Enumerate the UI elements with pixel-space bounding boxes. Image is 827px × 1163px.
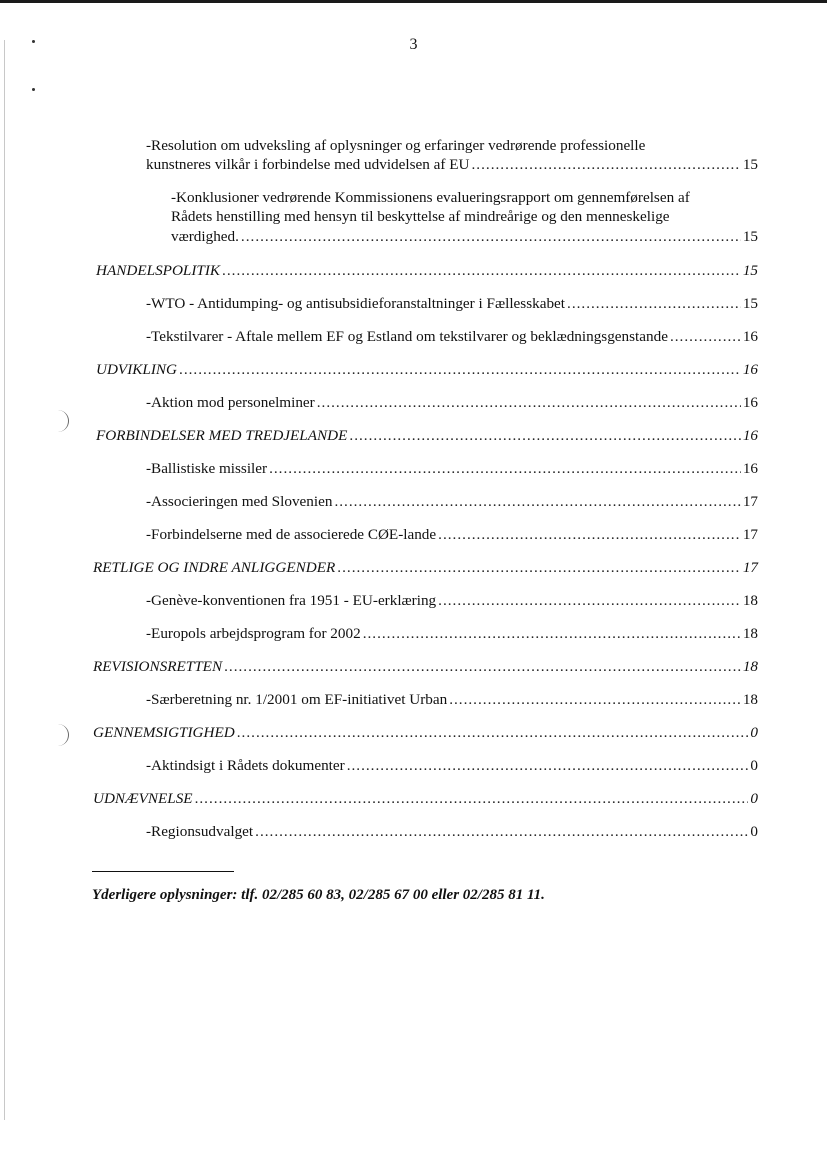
dot-leader bbox=[241, 227, 741, 247]
toc-entry[interactable] bbox=[146, 492, 758, 512]
toc-section-handelspolitik[interactable] bbox=[96, 261, 758, 281]
toc-page-number: 16 bbox=[742, 394, 758, 411]
toc-entry[interactable] bbox=[146, 690, 758, 710]
toc-entry[interactable] bbox=[146, 624, 758, 644]
toc-entry-resolution-line1: -Resolution om udveksling af oplysninger og erfaringer vedrørende professionelle bbox=[146, 137, 646, 154]
toc-entry-label: -Associeringen med Slovenien bbox=[146, 493, 333, 510]
toc-page-number: 15 bbox=[742, 228, 758, 245]
toc-section-title: UDNÆVNELSE bbox=[93, 790, 193, 807]
toc-section-title: FORBINDELSER MED TREDJELANDE bbox=[96, 427, 348, 444]
toc-section-title: GENNEMSIGTIGHED bbox=[93, 724, 235, 741]
toc-entry-label: -Forbindelserne med de associerede CØE-lande bbox=[146, 526, 437, 543]
toc-entry[interactable] bbox=[146, 459, 758, 479]
dot-leader bbox=[334, 492, 740, 512]
dot-leader bbox=[222, 261, 741, 281]
dot-leader bbox=[347, 756, 749, 776]
toc-page-number: 17 bbox=[742, 559, 758, 576]
dot-leader bbox=[224, 657, 741, 677]
toc-page-number: 0 bbox=[750, 790, 758, 807]
toc-page-number: 0 bbox=[750, 757, 758, 774]
toc-entry-konklusioner-line2: Rådets henstilling med hensyn til beskyttelse af mindreårige og den menneskelige bbox=[171, 208, 670, 225]
toc-page-number: 18 bbox=[742, 625, 758, 642]
toc-page-number: 15 bbox=[742, 295, 758, 312]
footnote-contact-info: Yderligere oplysninger: tlf. 02/285 60 83, 02/285 67 00 eller 02/285 81 11. bbox=[92, 887, 545, 903]
toc-entry-konklusioner-line1: -Konklusioner vedrørende Kommissionens evalueringsrapport om gennemførelsen af bbox=[171, 189, 690, 206]
toc-entry[interactable] bbox=[146, 525, 758, 545]
toc-entry-label: -Aktion mod personelminer bbox=[146, 394, 315, 411]
toc-section-retlige[interactable] bbox=[93, 558, 758, 578]
dot-leader bbox=[317, 393, 741, 413]
toc-entry[interactable] bbox=[146, 294, 758, 314]
toc-entry-label: -WTO - Antidumping- og antisubsidieforanstaltninger i Fællesskabet bbox=[146, 295, 566, 312]
toc-page-number: 16 bbox=[742, 427, 758, 444]
toc-entry-label: kunstneres vilkår i forbindelse med udvidelsen af EU bbox=[146, 156, 470, 173]
toc-entry-label: -Genève-konventionen fra 1951 - EU-erklæring bbox=[146, 592, 437, 609]
toc-page-number: 16 bbox=[742, 460, 758, 477]
dot-leader bbox=[195, 789, 749, 809]
toc-section-title: UDVIKLING bbox=[96, 361, 178, 378]
toc-entry-label: -Tekstilvarer - Aftale mellem EF og Estland om tekstilvarer og beklædningsgenstande bbox=[146, 328, 668, 345]
scan-edge-line bbox=[4, 40, 5, 1120]
dot-leader bbox=[349, 426, 740, 446]
toc-entry-label: -Regionsudvalget bbox=[146, 823, 254, 840]
toc-entry-label: -Ballistiske missiler bbox=[146, 460, 268, 477]
page-number: 3 bbox=[409, 36, 418, 53]
toc-entry[interactable] bbox=[146, 756, 758, 776]
toc-page-number: 18 bbox=[742, 658, 758, 675]
punch-hole-mark bbox=[56, 410, 69, 432]
footnote-separator bbox=[92, 871, 234, 872]
toc-section-udvikling[interactable] bbox=[96, 360, 758, 380]
dot-leader bbox=[237, 723, 749, 743]
dot-leader bbox=[255, 822, 748, 842]
dot-leader bbox=[337, 558, 741, 578]
toc-page-number: 17 bbox=[742, 526, 758, 543]
scan-speck bbox=[32, 88, 35, 91]
dot-leader bbox=[567, 294, 741, 314]
toc-entry-label: -Særberetning nr. 1/2001 om EF-initiativet Urban bbox=[146, 691, 448, 708]
toc-section-title: RETLIGE OG INDRE ANLIGGENDER bbox=[93, 559, 336, 576]
toc-section-revisionsretten[interactable] bbox=[93, 657, 758, 677]
dot-leader bbox=[363, 624, 741, 644]
toc-section-title: REVISIONSRETTEN bbox=[93, 658, 223, 675]
toc-entry[interactable] bbox=[146, 591, 758, 611]
toc-entry-konklusioner[interactable] bbox=[171, 227, 758, 247]
dot-leader bbox=[670, 327, 741, 347]
toc-entry[interactable] bbox=[146, 822, 758, 842]
punch-hole-mark bbox=[56, 724, 69, 746]
toc-page-number: 15 bbox=[742, 262, 758, 279]
toc-page-number: 18 bbox=[742, 592, 758, 609]
dot-leader bbox=[438, 525, 741, 545]
dot-leader bbox=[179, 360, 741, 380]
toc-page-number: 16 bbox=[742, 361, 758, 378]
toc-page-number: 15 bbox=[742, 156, 758, 173]
toc-page-number: 18 bbox=[742, 691, 758, 708]
toc-section-udnaevnelse[interactable] bbox=[93, 789, 758, 809]
toc-entry-label: -Aktindsigt i Rådets dokumenter bbox=[146, 757, 345, 774]
toc-entry-label: værdighed. bbox=[171, 228, 239, 245]
toc-section-title: HANDELSPOLITIK bbox=[96, 262, 221, 279]
toc-page-number: 0 bbox=[750, 823, 758, 840]
toc-section-gennemsigtighed[interactable] bbox=[93, 723, 758, 743]
toc-entry[interactable] bbox=[146, 327, 758, 347]
dot-leader bbox=[269, 459, 741, 479]
toc-page-number: 0 bbox=[750, 724, 758, 741]
toc-page-number: 16 bbox=[742, 328, 758, 345]
top-border-line bbox=[0, 0, 827, 3]
dot-leader bbox=[438, 591, 741, 611]
dot-leader bbox=[472, 155, 741, 175]
dot-leader bbox=[449, 690, 741, 710]
toc-entry-resolution[interactable] bbox=[146, 155, 758, 175]
toc-entry[interactable] bbox=[146, 393, 758, 413]
toc-page-number: 17 bbox=[742, 493, 758, 510]
toc-entry-label: -Europols arbejdsprogram for 2002 bbox=[146, 625, 361, 642]
toc-section-forbindelser[interactable] bbox=[96, 426, 758, 446]
